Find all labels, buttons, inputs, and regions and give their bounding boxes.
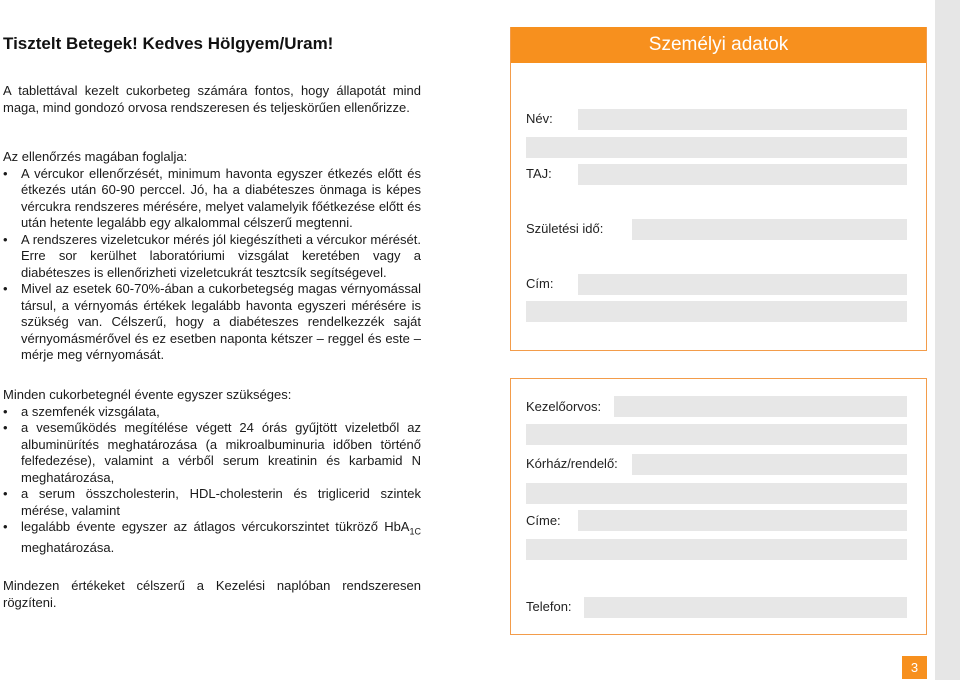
list-item: • a serum összcholesterin, HDL-cholesterin és triglicerid szintek mérése, valamint: [3, 486, 421, 518]
taj-label: TAJ:: [526, 166, 552, 181]
annual-heading: Minden cukorbetegnél évente egyszer szükséges:: [3, 387, 292, 402]
hba-subscript: 1C: [409, 526, 421, 537]
hospital-field-line-2[interactable]: [526, 483, 907, 504]
greeting-heading: Tisztelt Betegek! Kedves Hölgyem/Uram!: [3, 34, 334, 53]
bullet-icon: •: [3, 519, 8, 534]
list-item: • a veseműködés megítélése végett 24 órás gyűjtött vizeletből az albuminürítés meghatározása (a mikroalbuminuria időben történő felfedezése), valamint a vérből serum kreatinin és karbamid N meghatározása,: [3, 420, 421, 485]
list-item: • a szemfenék vizsgálata,: [3, 403, 160, 419]
page-edge-strip: [935, 0, 960, 680]
bullet-icon: •: [3, 165, 8, 181]
phone-label: Telefon:: [526, 599, 572, 614]
annual-section: [3, 387, 421, 557]
doctor-address-label: Címe:: [526, 513, 561, 528]
inclusion-heading: Az ellenőrzés magában foglalja:: [3, 149, 188, 164]
doctor-label: Kezelőorvos:: [526, 399, 602, 414]
address-field[interactable]: [578, 274, 907, 295]
bullet-icon: •: [3, 231, 8, 247]
list-item: • Mivel az esetek 60-70%-ában a cukorbetegség magas vérnyomással társul, a vérnyomás értékek legalább havonta egyszeri mérésére is szükség van. Célszerű, hogy a diabéteszes rendelkezzék saját vérnyomásmérővel és ez esetben naponta kétszer – reggel és este – mérje meg vérnyomását.: [3, 281, 421, 362]
bullet-icon: •: [3, 420, 8, 435]
name-field-line-2[interactable]: [526, 137, 907, 158]
bullet-icon: •: [3, 486, 8, 501]
personal-data-title: Személyi adatok: [511, 27, 926, 63]
closing-paragraph: Mindezen értékeket célszerű a Kezelési naplóban rendszeresen rögzíteni.: [3, 578, 421, 610]
doctor-address-field[interactable]: [578, 510, 907, 531]
annual-list: [3, 404, 421, 557]
address-label: Cím:: [526, 276, 554, 291]
birth-date-label: Születési idő:: [526, 221, 604, 236]
name-label: Név:: [526, 111, 553, 126]
list-item: • A vércukor ellenőrzését, minimum havonta egyszer étkezés előtt és étkezés után 60-90 perccel. Jó, ha a diabéteszes önmaga is képes vércukra rendszeres mérésére, melyet valamelyik főétkezése előtt és után hetente legalább egy alkalommal célszerű megtenni.: [3, 165, 421, 230]
intro-paragraph: A tablettával kezelt cukorbeteg számára fontos, hogy állapotát mind maga, mind gondozó orvosa rendszeresen és teljeskörűen ellenőrizze.: [3, 83, 421, 115]
list-item: • A rendszeres vizeletcukor mérés jól kiegészítheti a vércukor mérését. Erre sor kerülhet laboratóriumi vizsgálat keretében vagy a diabéteszes is ellenőrizheti vizeletcukrát tesztcsík segítségevel.: [3, 231, 421, 280]
doctor-panel: [510, 378, 927, 635]
personal-data-panel: [510, 27, 927, 351]
bullet-icon: •: [3, 281, 8, 296]
taj-field[interactable]: [578, 164, 907, 185]
phone-field[interactable]: [584, 597, 907, 618]
doctor-field-line-2[interactable]: [526, 424, 907, 445]
inclusion-section: [3, 149, 421, 364]
doctor-address-field-line-2[interactable]: [526, 539, 907, 560]
bullet-icon: •: [3, 403, 8, 419]
doctor-field[interactable]: [614, 396, 907, 417]
name-field[interactable]: [578, 109, 907, 130]
address-field-line-2[interactable]: [526, 301, 907, 322]
hospital-label: Kórház/rendelő:: [526, 456, 618, 471]
list-item: • legalább évente egyszer az átlagos vércukorszintet tükröző HbA$_{1C}$ meghatározása.: [3, 519, 421, 556]
page-number: 3: [902, 656, 927, 679]
hospital-field[interactable]: [632, 454, 907, 475]
inclusion-list: [3, 166, 421, 364]
birth-date-field[interactable]: [632, 219, 907, 240]
